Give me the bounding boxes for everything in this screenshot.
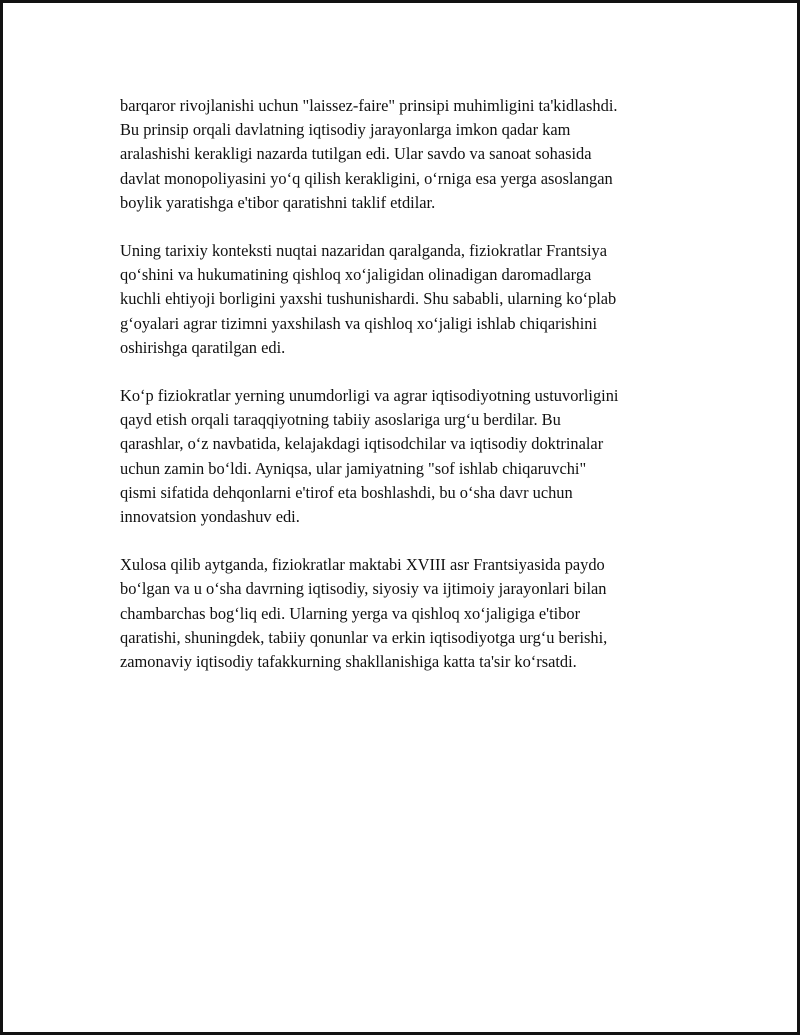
- paragraph-1: barqaror rivojlanishi uchun "laissez-faire" prinsipi muhimligini ta'kidlashdi. Bu prinsip orqali davlatning iqtisodiy jarayonlarga imkon qadar kam aralashishi kerakligi nazarda tutilgan edi. Ular savdo va sanoat sohasida davlat monopoliyasini yo‘q qilish kerakligini, o‘rniga esa yerga asoslangan boylik yaratishga e'tibor qaratishni taklif etdilar.: [120, 96, 618, 212]
- paragraph-4: Xulosa qilib aytganda, fiziokratlar maktabi XVIII asr Frantsiyasida paydo bo‘lgan va u o‘sha davrning iqtisodiy, siyosiy va ijtimoiy jarayonlari bilan chambarchas bog‘liq edi. Ularning yerga va qishloq xo‘jaligiga e'tibor qaratishi, shuningdek, tabiiy qonunlar va erkin iqtisodiyotga urg‘u berishi, zamonaviy iqtisodiy tafakkurning shakllanishiga katta ta'sir ko‘rsatdi.: [120, 555, 608, 672]
- document-body: [120, 94, 686, 698]
- paragraph-2: Uning tarixiy konteksti nuqtai nazaridan qaralganda, fiziokratlar Frantsiya qo‘shini va hukumatining qishloq xo‘jaligidan olinadigan daromadlarga kuchli ehtiyoji borligini yaxshi tushunishardi. Shu sababli, ularning ko‘plab g‘oyalari agrar tizimni yaxshilash va qishloq xo‘jaligi ishlab chiqarishini oshirishga qaratilgan edi.: [120, 241, 617, 357]
- paragraph-3: Ko‘p fiziokratlar yerning unumdorligi va agrar iqtisodiyotning ustuvorligini qayd etish orqali taraqqiyotning tabiiy asoslariga urg‘u berdilar. Bu qarashlar, o‘z navbatida, kelajakdagi iqtisodchilar va iqtisodiy doktrinalar uchun zamin bo‘ldi. Ayniqsa, ular jamiyatning "sof ishlab chiqaruvchi" qismi sifatida dehqonlarni e'tirof eta boshlashdi, bu o‘sha davr uchun innovatsion yondashuv edi.: [120, 386, 619, 527]
